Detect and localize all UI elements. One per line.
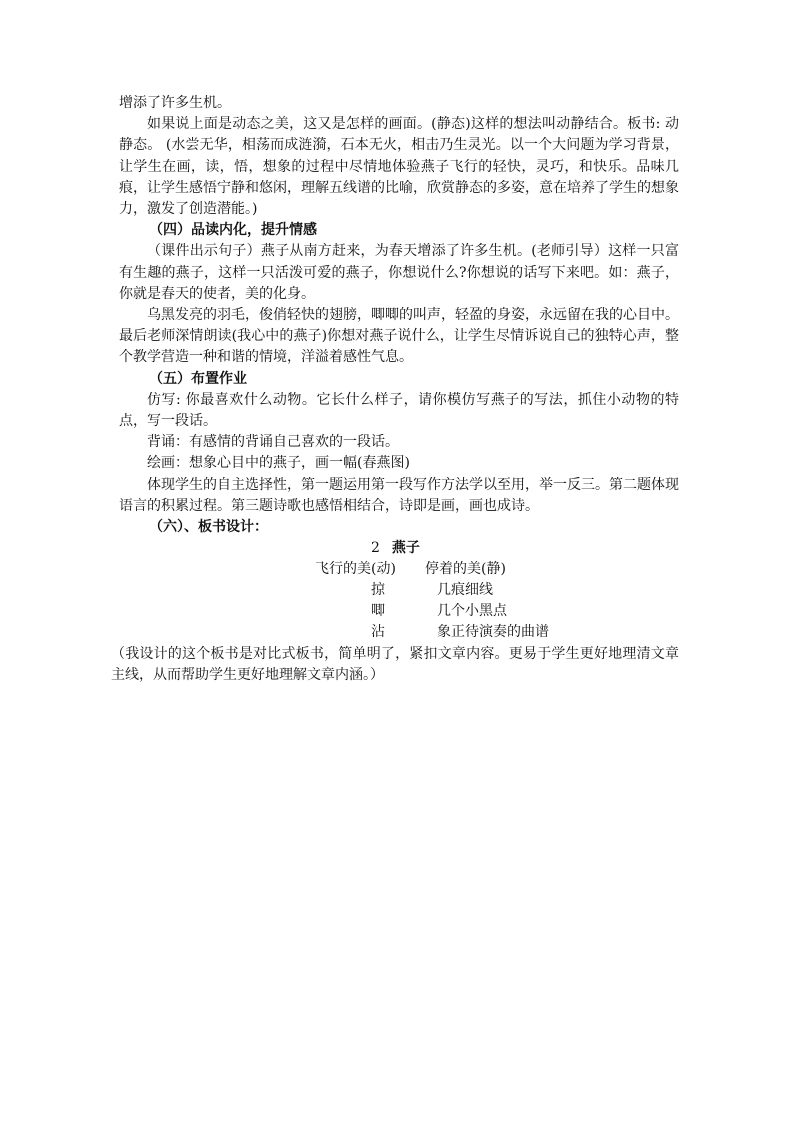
board-row-verb: 唧 [371, 603, 385, 620]
board-title [371, 538, 420, 559]
board-lesson-title: 燕子 [391, 540, 420, 557]
board-row [371, 580, 493, 601]
board-right-heading: 停着的美(静) [425, 561, 506, 578]
paragraph-continuation: 增添了许多生机。 [119, 95, 231, 111]
paragraph-recitation: 背诵：有感情的背诵自己喜欢的一段话。 [147, 434, 399, 451]
board-row-verb: 掠 [371, 582, 385, 599]
paragraph-feathers: 乌黑发亮的羽毛，俊俏轻快的翅膀，唧唧的叫声，轻盈的身姿，永远留在我的心目中。最后老师深情朗读(我心中的燕子)你想对燕子说什么，让学生尽情诉说自己的独特心声，整个教学营造一种和谐的情境，洋溢着感性气息。 [119, 307, 679, 366]
paragraph-homework-rationale: 体现学生的自主选择性，第一题运用第一段写作方法学以至用，举一反三。第二题体现语言的积累过程。第三题诗歌也感悟相结合，诗即是画，画也成诗。 [119, 476, 679, 514]
board-row-note: 几个小黑点 [437, 603, 507, 620]
document-body [111, 93, 679, 687]
board-row [371, 622, 549, 643]
board-lesson-number: 2 [371, 540, 380, 557]
board-row-note: 象正待演奏的曲谱 [437, 624, 549, 641]
blackboard-design [119, 538, 679, 644]
section-heading-5: （五）布置作业 [149, 370, 247, 387]
board-left-heading: 飞行的美(动) [315, 561, 396, 578]
board-row-verb: 沾 [371, 624, 385, 641]
section-heading-4: （四）品读内化，提升情感 [149, 222, 317, 239]
paragraph-board-explanation: （我设计的这个板书是对比式板书，简单明了，紧扣文章内容。更易于学生更好地理清文章主线，从而帮助学生更好地理解文章内涵。） [111, 646, 679, 684]
paragraph-dynamic-static: 如果说上面是动态之美，这又是怎样的画面。(静态)这样的想法叫动静结合。板书: 动静态。 (水尝无华，相荡而成涟漪，石本无火，相击乃生灵光。以一个大问题为学习背景，让学生在画，读，悟，想象的过程中尽情地体验燕子飞行的轻快，灵巧，和快乐。品味几痕，让学生感悟宁静和悠闲，理解五线谱的比喻，欣赏静态的多姿，意在培养了学生的想象力，激发了创造潜能。) [119, 116, 679, 218]
board-row-note: 几痕细线 [437, 582, 493, 599]
paragraph-imitation-writing: 仿写: 你最喜欢什么动物。它长什么样子，请你模仿写燕子的写法，抓住小动物的特点，写一段话。 [119, 391, 679, 430]
board-row [371, 601, 507, 622]
paragraph-drawing: 绘画：想象心目中的燕子，画一幅(春燕图) [147, 455, 410, 472]
paragraph-courseware-sentence: （课件出示句子）燕子从南方赶来，为春天增添了许多生机。(老师引导）这样一只富有生趣的燕子，这样一只活泼可爱的燕子，你想说什么?你想说的话写下来吧。如：燕子，你就是春天的使者，美的化身。 [119, 243, 679, 302]
section-heading-6: （六）、板书设计： [149, 519, 268, 536]
